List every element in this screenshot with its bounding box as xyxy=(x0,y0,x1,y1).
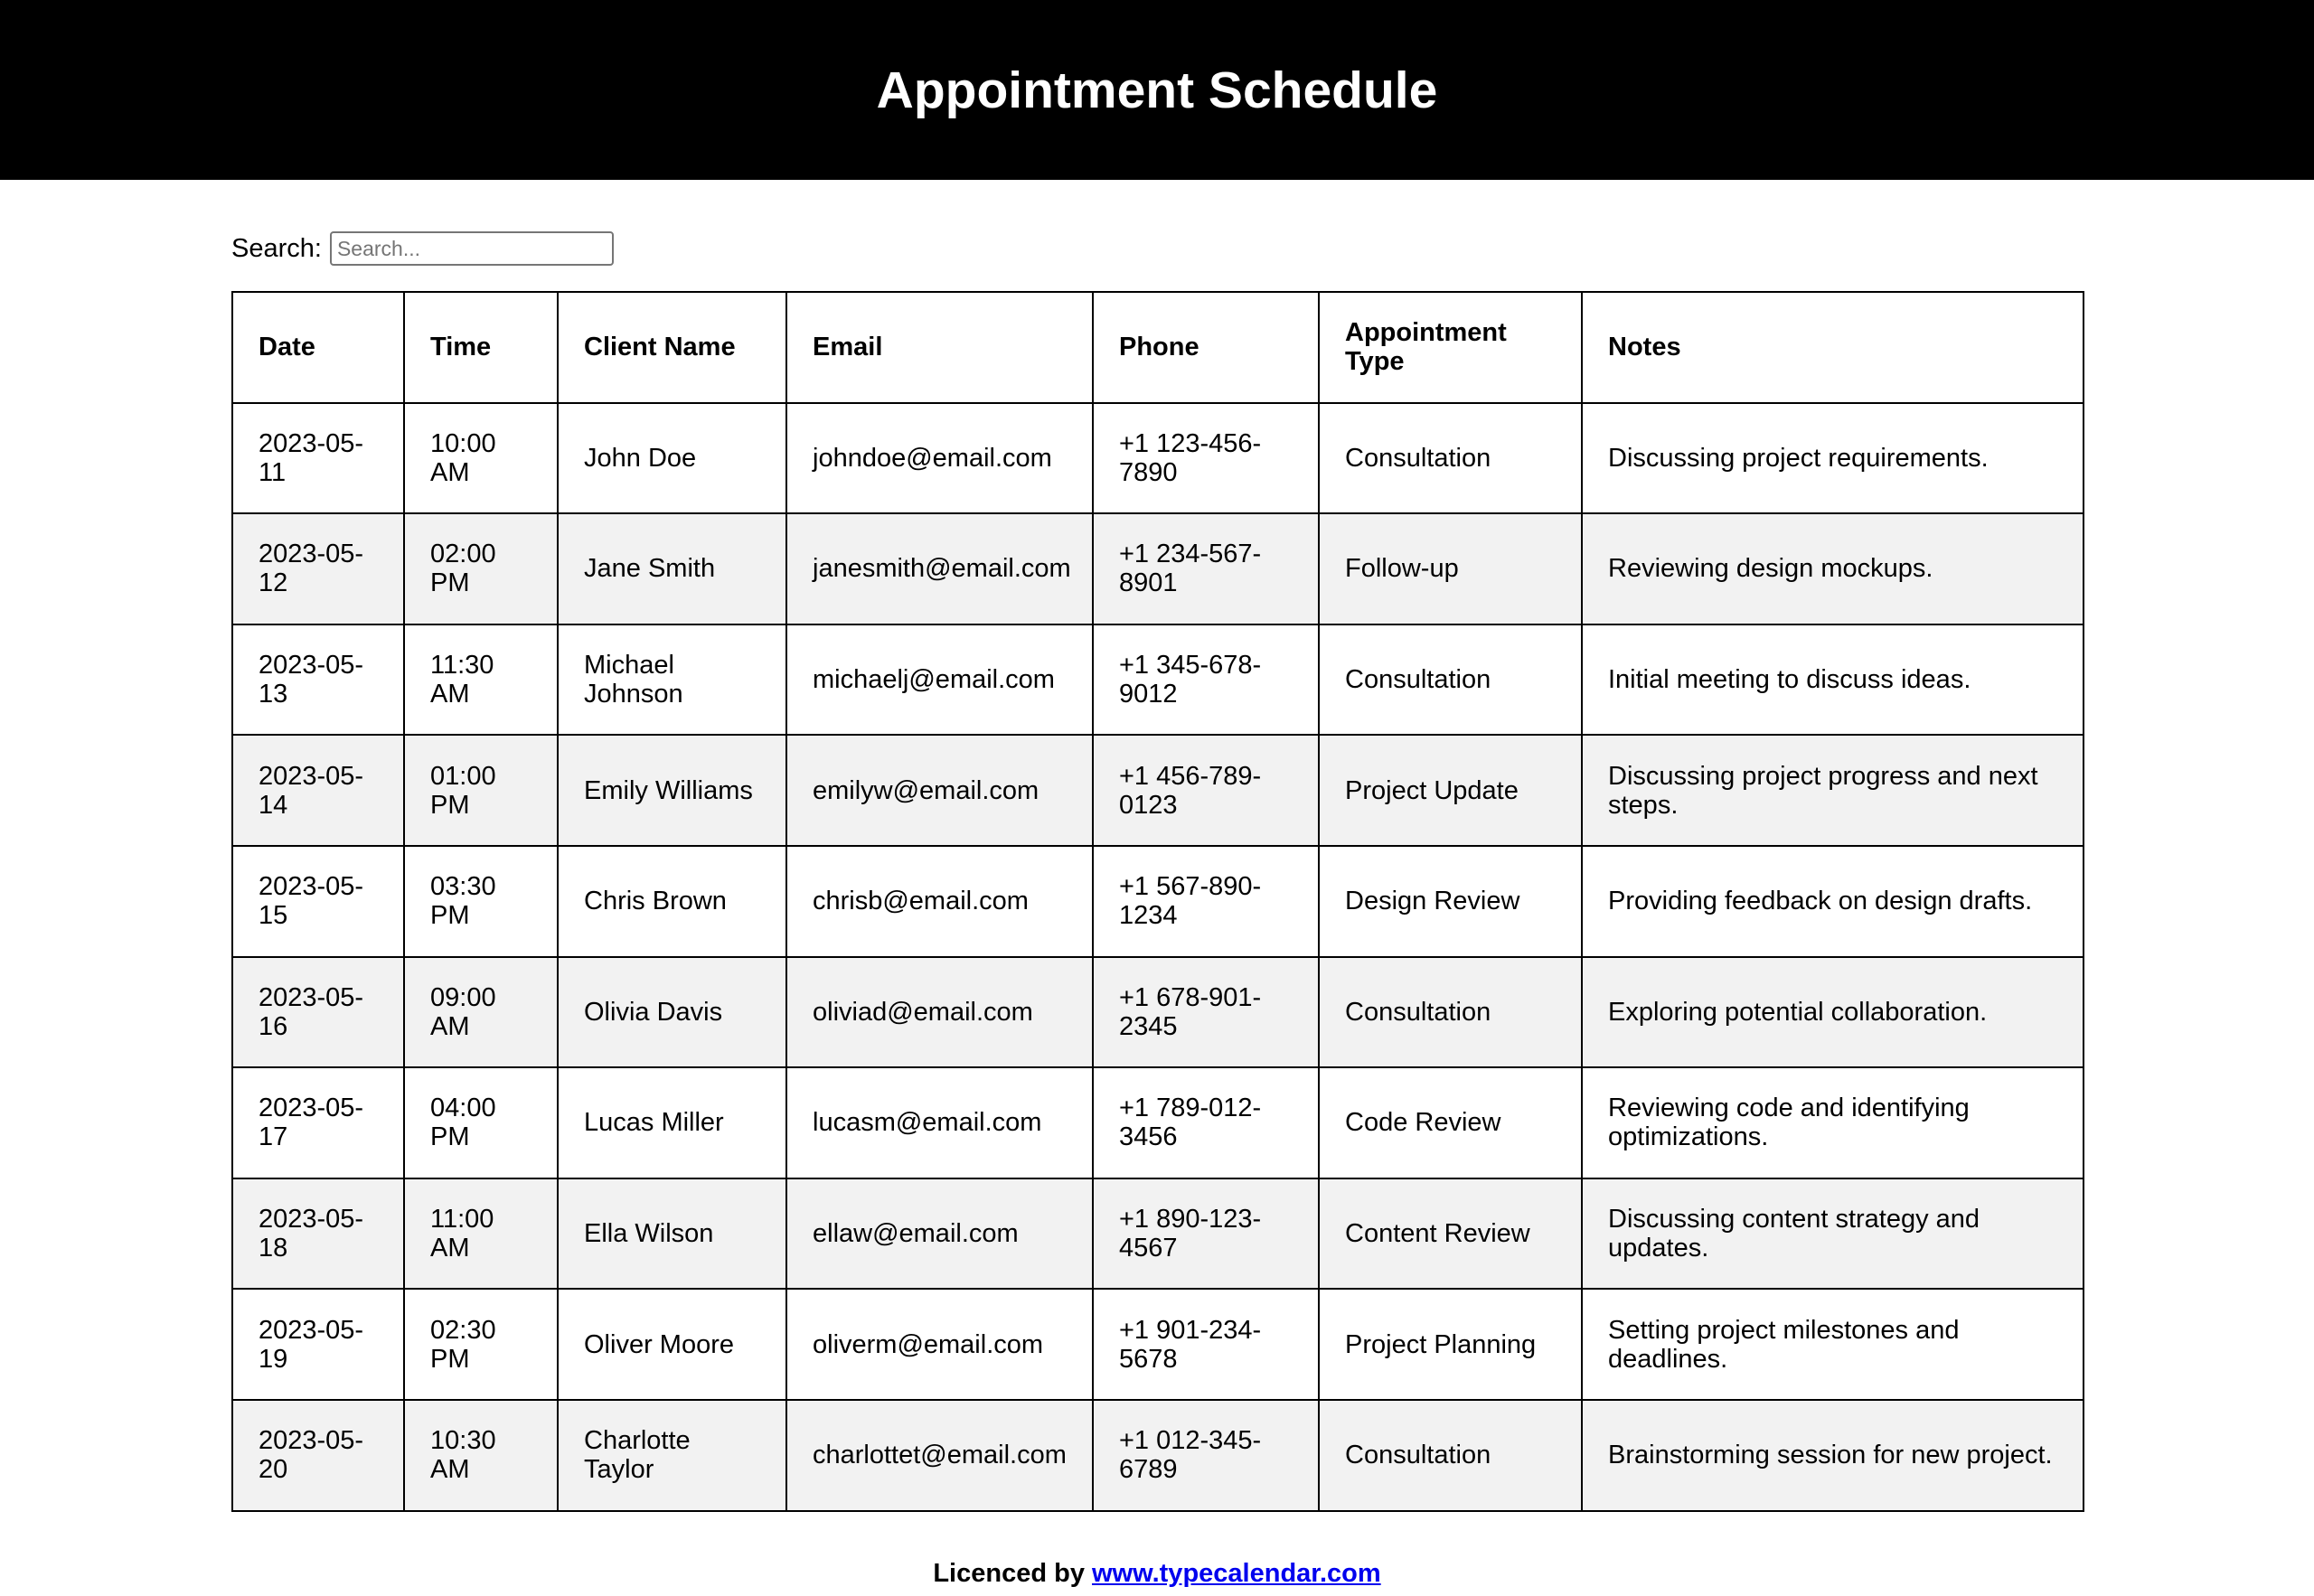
cell-time: 10:00 AM xyxy=(404,403,558,514)
search-bar xyxy=(231,230,614,267)
cell-notes: Discussing content strategy and updates. xyxy=(1582,1178,2084,1290)
column-header-time[interactable]: Time xyxy=(404,292,558,403)
cell-date: 2023-05-14 xyxy=(232,735,404,846)
cell-client-name: Lucas Miller xyxy=(558,1067,786,1178)
cell-date: 2023-05-18 xyxy=(232,1178,404,1290)
cell-time: 04:00 PM xyxy=(404,1067,558,1178)
cell-appointment-type: Consultation xyxy=(1319,1400,1582,1511)
table-row xyxy=(232,957,2084,1068)
cell-notes: Setting project milestones and deadlines. xyxy=(1582,1289,2084,1400)
cell-notes: Reviewing design mockups. xyxy=(1582,513,2084,624)
cell-phone: +1 456-789-0123 xyxy=(1093,735,1319,846)
cell-client-name: Emily Williams xyxy=(558,735,786,846)
cell-phone: +1 345-678-9012 xyxy=(1093,624,1319,736)
column-header-notes[interactable]: Notes xyxy=(1582,292,2084,403)
table-row xyxy=(232,1067,2084,1178)
cell-appointment-type: Consultation xyxy=(1319,403,1582,514)
cell-client-name: John Doe xyxy=(558,403,786,514)
table-row xyxy=(232,624,2084,736)
cell-client-name: Chris Brown xyxy=(558,846,786,957)
cell-client-name: Jane Smith xyxy=(558,513,786,624)
cell-client-name: Oliver Moore xyxy=(558,1289,786,1400)
cell-time: 10:30 AM xyxy=(404,1400,558,1511)
search-label: Search: xyxy=(231,233,322,263)
cell-date: 2023-05-17 xyxy=(232,1067,404,1178)
cell-time: 02:00 PM xyxy=(404,513,558,624)
cell-time: 02:30 PM xyxy=(404,1289,558,1400)
page-header xyxy=(0,0,2314,180)
cell-appointment-type: Consultation xyxy=(1319,624,1582,736)
cell-appointment-type: Consultation xyxy=(1319,957,1582,1068)
cell-phone: +1 567-890-1234 xyxy=(1093,846,1319,957)
appointment-table xyxy=(231,291,2084,1512)
column-header-client-name[interactable]: Client Name xyxy=(558,292,786,403)
table-row xyxy=(232,1400,2084,1511)
cell-email: ellaw@email.com xyxy=(786,1178,1093,1290)
cell-client-name: Olivia Davis xyxy=(558,957,786,1068)
cell-date: 2023-05-11 xyxy=(232,403,404,514)
table-body xyxy=(232,403,2084,1511)
cell-email: janesmith@email.com xyxy=(786,513,1093,624)
table-row xyxy=(232,1178,2084,1290)
cell-appointment-type: Design Review xyxy=(1319,846,1582,957)
cell-phone: +1 678-901-2345 xyxy=(1093,957,1319,1068)
table-header-row xyxy=(232,292,2084,403)
cell-client-name: Charlotte Taylor xyxy=(558,1400,786,1511)
table-row xyxy=(232,1289,2084,1400)
cell-phone: +1 789-012-3456 xyxy=(1093,1067,1319,1178)
cell-date: 2023-05-12 xyxy=(232,513,404,624)
cell-appointment-type: Project Planning xyxy=(1319,1289,1582,1400)
cell-appointment-type: Project Update xyxy=(1319,735,1582,846)
footer-licence-text: Licenced by xyxy=(933,1559,1092,1588)
cell-phone: +1 012-345-6789 xyxy=(1093,1400,1319,1511)
cell-notes: Discussing project requirements. xyxy=(1582,403,2084,514)
cell-phone: +1 901-234-5678 xyxy=(1093,1289,1319,1400)
cell-client-name: Ella Wilson xyxy=(558,1178,786,1290)
cell-date: 2023-05-13 xyxy=(232,624,404,736)
cell-notes: Discussing project progress and next steps. xyxy=(1582,735,2084,846)
cell-appointment-type: Code Review xyxy=(1319,1067,1582,1178)
cell-notes: Brainstorming session for new project. xyxy=(1582,1400,2084,1511)
cell-phone: +1 123-456-7890 xyxy=(1093,403,1319,514)
cell-notes: Initial meeting to discuss ideas. xyxy=(1582,624,2084,736)
cell-email: michaelj@email.com xyxy=(786,624,1093,736)
footer xyxy=(0,1559,2314,1589)
cell-date: 2023-05-15 xyxy=(232,846,404,957)
cell-client-name: Michael Johnson xyxy=(558,624,786,736)
cell-time: 11:00 AM xyxy=(404,1178,558,1290)
column-header-email[interactable]: Email xyxy=(786,292,1093,403)
cell-notes: Providing feedback on design drafts. xyxy=(1582,846,2084,957)
cell-email: chrisb@email.com xyxy=(786,846,1093,957)
page-title: Appointment Schedule xyxy=(876,61,1438,119)
cell-phone: +1 234-567-8901 xyxy=(1093,513,1319,624)
cell-appointment-type: Follow-up xyxy=(1319,513,1582,624)
cell-phone: +1 890-123-4567 xyxy=(1093,1178,1319,1290)
cell-date: 2023-05-16 xyxy=(232,957,404,1068)
table-row xyxy=(232,403,2084,514)
cell-email: oliverm@email.com xyxy=(786,1289,1093,1400)
cell-date: 2023-05-19 xyxy=(232,1289,404,1400)
table-row xyxy=(232,513,2084,624)
cell-email: emilyw@email.com xyxy=(786,735,1093,846)
cell-email: lucasm@email.com xyxy=(786,1067,1093,1178)
cell-time: 11:30 AM xyxy=(404,624,558,736)
column-header-appointment-type[interactable]: Appointment Type xyxy=(1319,292,1582,403)
cell-email: charlottet@email.com xyxy=(786,1400,1093,1511)
cell-date: 2023-05-20 xyxy=(232,1400,404,1511)
column-header-date[interactable]: Date xyxy=(232,292,404,403)
table-row xyxy=(232,846,2084,957)
cell-email: oliviad@email.com xyxy=(786,957,1093,1068)
footer-link[interactable]: www.typecalendar.com xyxy=(1092,1559,1381,1588)
cell-appointment-type: Content Review xyxy=(1319,1178,1582,1290)
cell-notes: Reviewing code and identifying optimizations. xyxy=(1582,1067,2084,1178)
cell-time: 01:00 PM xyxy=(404,735,558,846)
cell-notes: Exploring potential collaboration. xyxy=(1582,957,2084,1068)
table-row xyxy=(232,735,2084,846)
cell-email: johndoe@email.com xyxy=(786,403,1093,514)
search-input[interactable] xyxy=(330,231,614,266)
cell-time: 09:00 AM xyxy=(404,957,558,1068)
cell-time: 03:30 PM xyxy=(404,846,558,957)
column-header-phone[interactable]: Phone xyxy=(1093,292,1319,403)
